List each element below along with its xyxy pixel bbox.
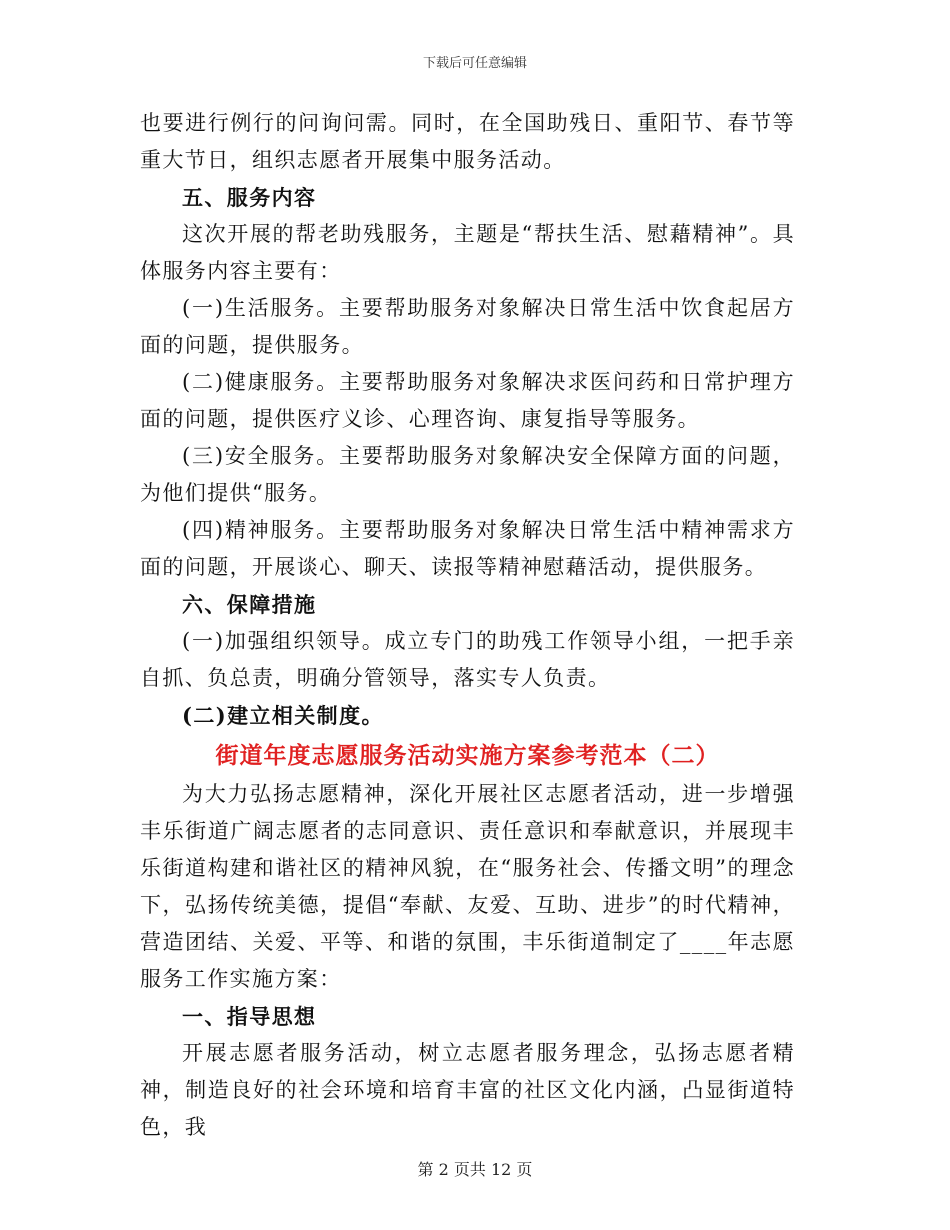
paragraph-measure-organization: (一)加强组织领导。成立专门的助残工作领导小组，一把手亲自抓、负总责，明确分管领导，落实专人负责。	[140, 629, 795, 690]
paragraph-item-health-service: (二)健康服务。主要帮助服务对象解决求医问药和日常护理方面的问题，提供医疗义诊、心理咨询、康复指导等服务。	[140, 370, 795, 431]
paragraph-guiding-ideology: 开展志愿者服务活动，树立志愿者服务理念，弘扬志愿者精神，制造良好的社会环境和培育丰富的社区文化内涵，凸显街道特色，我	[140, 1041, 795, 1139]
heading-guarantee-measures: 六、保障措施	[182, 592, 317, 617]
paragraph-item-spiritual-service: (四)精神服务。主要帮助服务对象解决日常生活中精神需求方面的问题，开展谈心、聊天、读报等精神慰藉活动，提供服务。	[140, 518, 795, 579]
heading-guiding-ideology: 一、指导思想	[182, 1004, 317, 1029]
paragraph-purpose: 为大力弘扬志愿精神，深化开展社区志愿者活动，进一步增强丰乐街道广阔志愿者的志同意识、责任意识和奉献意识，并展现丰乐街道构建和谐社区的精神风貌，在“服务社会、传播文明”的理念下，弘扬传统美德，提倡“奉献、友爱、互助、进步”的时代精神，营造团结、关爱、平等、和谐的氛围，丰乐街道制定了____年志愿服务工作实施方案：	[140, 782, 795, 991]
paragraph-item-safety-service: (三)安全服务。主要帮助服务对象解决安全保障方面的问题，为他们提供“服务。	[140, 444, 795, 505]
paragraph-item-life-service: (一)生活服务。主要帮助服务对象解决日常生活中饮食起居方面的问题，提供服务。	[140, 296, 795, 357]
paragraph-continued: 也要进行例行的问询问需。同时，在全国助残日、重阳节、春节等重大节日，组织志愿者开展集中服务活动。	[140, 111, 795, 172]
page-header: 下载后可任意编辑	[422, 56, 527, 71]
page-footer: 第 2 页共 12 页	[417, 1160, 533, 1179]
heading-measure-system: (二)建立相关制度。	[182, 703, 384, 728]
heading-service-content: 五、服务内容	[182, 185, 317, 210]
document-body	[140, 105, 795, 1146]
document-title: 街道年度志愿服务活动实施方案参考范本（二）	[215, 742, 720, 769]
paragraph-service-intro: 这次开展的帮老助残服务，主题是“帮扶生活、慰藉精神”。具体服务内容主要有：	[140, 222, 795, 283]
